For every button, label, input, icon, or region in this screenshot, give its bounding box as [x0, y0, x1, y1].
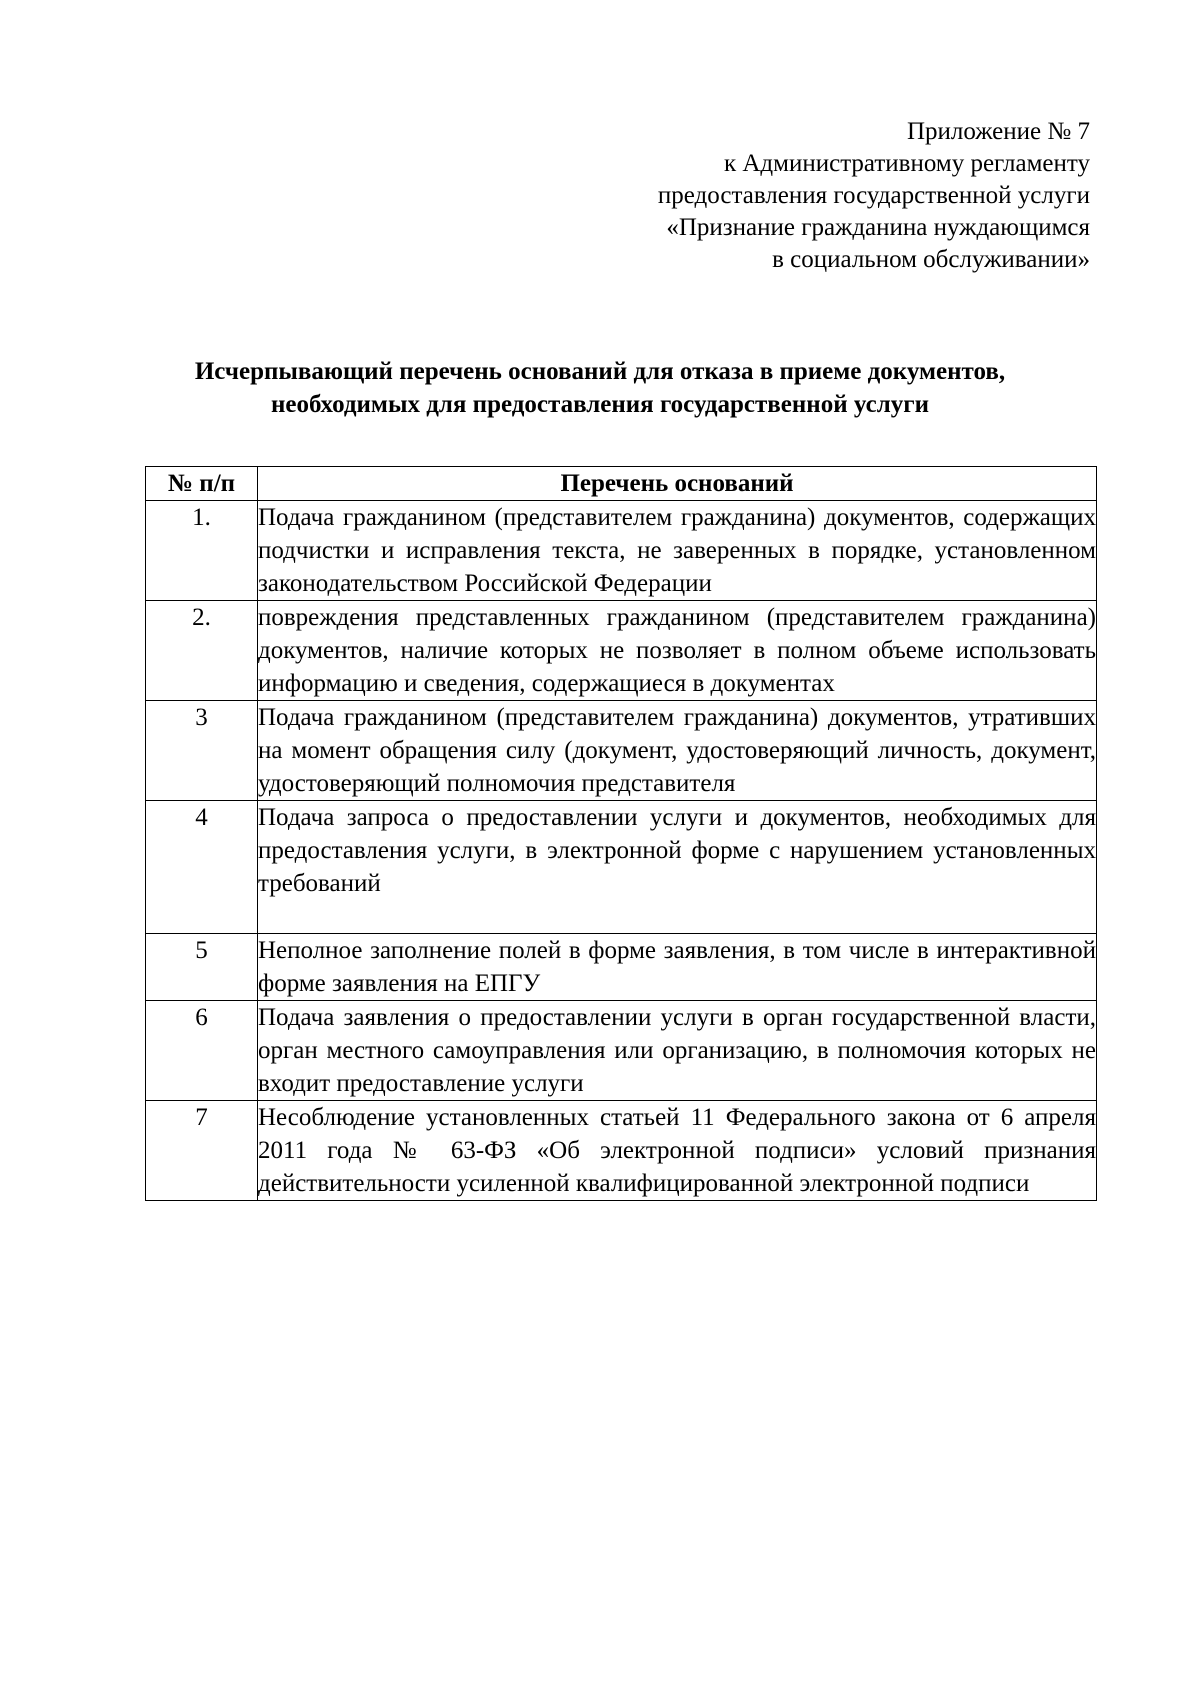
row-text: повреждения представленных гражданином (представителем гражданина) документов, наличие которых не позволяет в полном объеме использовать информацию и сведения, содержащиеся в документах: [258, 601, 1097, 701]
table-row: [146, 1101, 1097, 1201]
table-row: [146, 801, 1097, 934]
appendix-line: в социальном обслуживании»: [772, 246, 1090, 273]
table-row: [146, 501, 1097, 601]
table-row: [146, 701, 1097, 801]
row-number: 2.: [146, 601, 258, 701]
document-title: [140, 355, 1060, 421]
row-number: 7: [146, 1101, 258, 1201]
title-line: необходимых для предоставления государственной услуги: [271, 391, 929, 418]
appendix-line: Приложение № 7: [906, 118, 1090, 145]
header-number: № п/п: [146, 467, 258, 501]
table-row: [146, 934, 1097, 1001]
appendix-header: [390, 116, 1090, 276]
appendix-line: предоставления государственной услуги: [657, 182, 1090, 209]
grounds-table: [145, 466, 1097, 1201]
table-header-row: [146, 467, 1097, 501]
row-number: 5: [146, 934, 258, 1001]
row-number: 1.: [146, 501, 258, 601]
row-text: Подача гражданином (представителем гражданина) документов, утративших на момент обращения силу (документ, удостоверяющий личность, документ, удостоверяющий полномочия представителя: [258, 701, 1097, 801]
row-text: Неполное заполнение полей в форме заявления, в том числе в интерактивной форме заявления на ЕПГУ: [258, 934, 1097, 1001]
row-number: 3: [146, 701, 258, 801]
row-text: Несоблюдение установленных статьей 11 Федерального закона от 6 апреля 2011 года № 63-ФЗ «Об электронной подписи» условий признания действительности усиленной квалифицированной электронной подписи: [258, 1101, 1097, 1201]
row-number: 6: [146, 1001, 258, 1101]
header-grounds: Перечень оснований: [258, 467, 1097, 501]
table-row: [146, 1001, 1097, 1101]
row-text: Подача гражданином (представителем гражданина) документов, содержащих подчистки и исправления текста, не заверенных в порядке, установленном законодательством Российской Федерации: [258, 501, 1097, 601]
row-number: 4: [146, 801, 258, 934]
appendix-line: «Признание гражданина нуждающимся: [666, 214, 1090, 241]
table-row: [146, 601, 1097, 701]
row-text: Подача запроса о предоставлении услуги и документов, необходимых для предоставления услуги, в электронной форме с нарушением установленных требований: [258, 801, 1097, 934]
row-text: Подача заявления о предоставлении услуги в орган государственной власти, орган местного самоуправления или организацию, в полномочия которых не входит предоставление услуги: [258, 1001, 1097, 1101]
title-line: Исчерпывающий перечень оснований для отказа в приеме документов,: [194, 358, 1006, 385]
appendix-line: к Административному регламенту: [723, 150, 1090, 177]
